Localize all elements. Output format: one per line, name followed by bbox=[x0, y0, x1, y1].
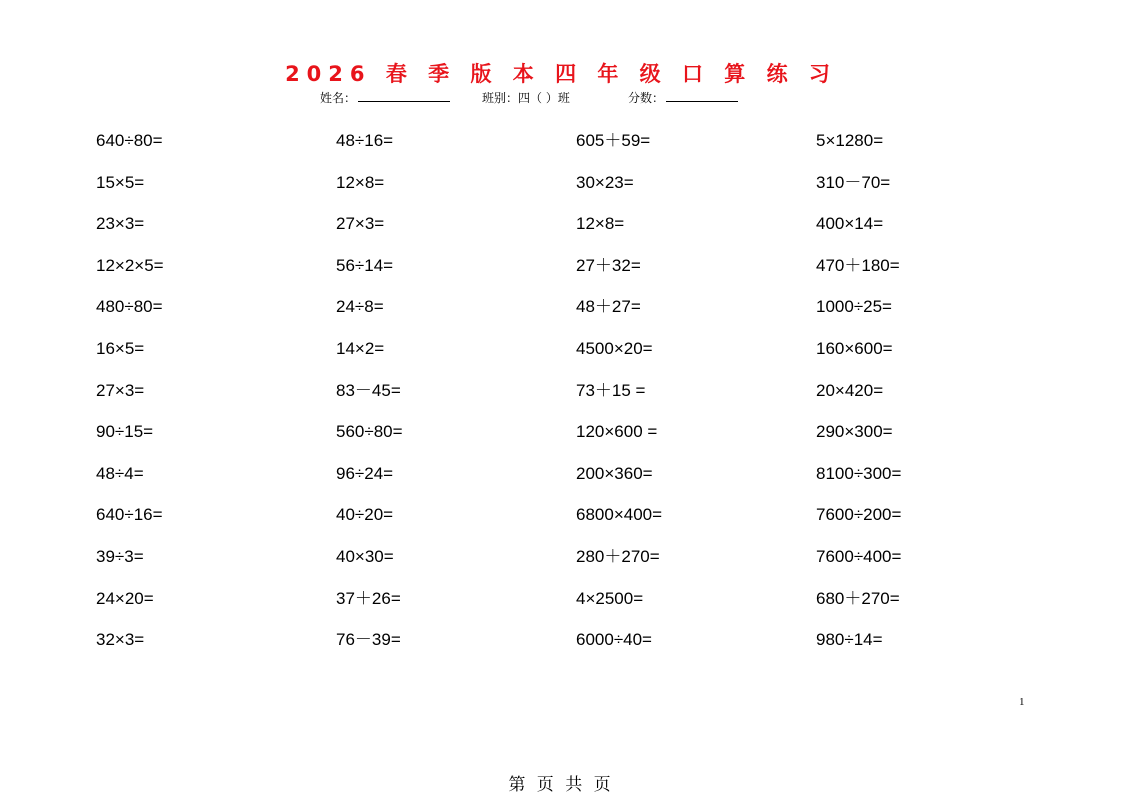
problem-item: 30×23= bbox=[576, 172, 634, 192]
problem-item: 48÷4= bbox=[96, 463, 144, 483]
problem-item: 4500×20= bbox=[576, 338, 653, 358]
page-number: 1 bbox=[1019, 696, 1025, 708]
class-label: 班别：四（ ）班 bbox=[482, 91, 570, 105]
problem-item: 120×600 = bbox=[576, 422, 658, 442]
page-footer: 第 页 共 页 bbox=[508, 775, 614, 793]
problem-item: 96÷24= bbox=[336, 463, 394, 483]
problem-item: 5×1280= bbox=[816, 131, 884, 150]
problem-item: 6000÷40= bbox=[576, 630, 652, 650]
problem-item: 470＋180= bbox=[816, 255, 900, 275]
problem-item: 20×420= bbox=[816, 380, 884, 400]
problem-item: 980÷14= bbox=[816, 630, 883, 650]
problem-item: 27×3= bbox=[336, 214, 385, 234]
problem-item: 680＋270= bbox=[816, 588, 900, 608]
problem-item: 200×360= bbox=[576, 463, 653, 483]
problem-item: 8100÷300= bbox=[816, 463, 902, 483]
problem-item: 640÷16= bbox=[96, 505, 163, 525]
problem-item: 27×3= bbox=[96, 380, 145, 400]
score-field bbox=[628, 89, 738, 107]
problem-item: 14×2= bbox=[336, 338, 385, 358]
problem-item: 48＋27= bbox=[576, 297, 641, 317]
problem-item: 37＋26= bbox=[336, 588, 401, 608]
problem-item: 160×600= bbox=[816, 338, 893, 358]
class-field bbox=[482, 89, 570, 107]
problem-item: 12×8= bbox=[336, 172, 385, 192]
problem-item: 83－45= bbox=[336, 380, 401, 400]
problem-item: 290×300= bbox=[816, 422, 893, 442]
problem-item: 6800×400= bbox=[576, 505, 663, 525]
problem-item: 560÷80= bbox=[336, 422, 403, 442]
problem-item: 56÷14= bbox=[336, 255, 394, 275]
problem-item: 15×5= bbox=[96, 172, 145, 192]
problem-item: 32×3= bbox=[96, 630, 145, 650]
problem-item: 4×2500= bbox=[576, 588, 644, 608]
problem-item: 16×5= bbox=[96, 338, 145, 358]
problem-item: 39÷3= bbox=[96, 546, 144, 566]
problem-grid bbox=[96, 129, 1056, 670]
problem-item: 1000÷25= bbox=[816, 297, 892, 317]
problem-item: 24×20= bbox=[96, 588, 154, 608]
name-field bbox=[320, 89, 450, 107]
problem-item: 605＋59= bbox=[576, 131, 651, 150]
problem-item: 23×3= bbox=[96, 214, 145, 234]
problem-item: 40÷20= bbox=[336, 505, 394, 525]
name-blank-line bbox=[358, 89, 450, 102]
name-label: 姓名： bbox=[320, 91, 357, 105]
problem-item: 310－70= bbox=[816, 172, 891, 192]
problem-item: 48÷16= bbox=[336, 131, 394, 150]
problem-item: 280＋270= bbox=[576, 546, 660, 566]
problem-item: 12×2×5= bbox=[96, 255, 164, 275]
problem-item: 7600÷200= bbox=[816, 505, 902, 525]
problem-item: 12×8= bbox=[576, 214, 625, 234]
problem-item: 73＋15 = bbox=[576, 380, 646, 400]
problem-item: 40×30= bbox=[336, 546, 394, 566]
problem-item: 27＋32= bbox=[576, 255, 641, 275]
page-title: 2026 春 季 版 本 四 年 级 口 算 练 习 bbox=[285, 62, 837, 86]
score-label: 分数： bbox=[628, 91, 665, 105]
problem-item: 24÷8= bbox=[336, 297, 384, 317]
problem-item: 400×14= bbox=[816, 214, 884, 234]
problem-item: 76－39= bbox=[336, 630, 401, 650]
problem-item: 90÷15= bbox=[96, 422, 154, 442]
problem-item: 480÷80= bbox=[96, 297, 163, 317]
problem-item: 7600÷400= bbox=[816, 546, 902, 566]
score-blank-line bbox=[666, 89, 738, 102]
problem-item: 640÷80= bbox=[96, 131, 163, 150]
